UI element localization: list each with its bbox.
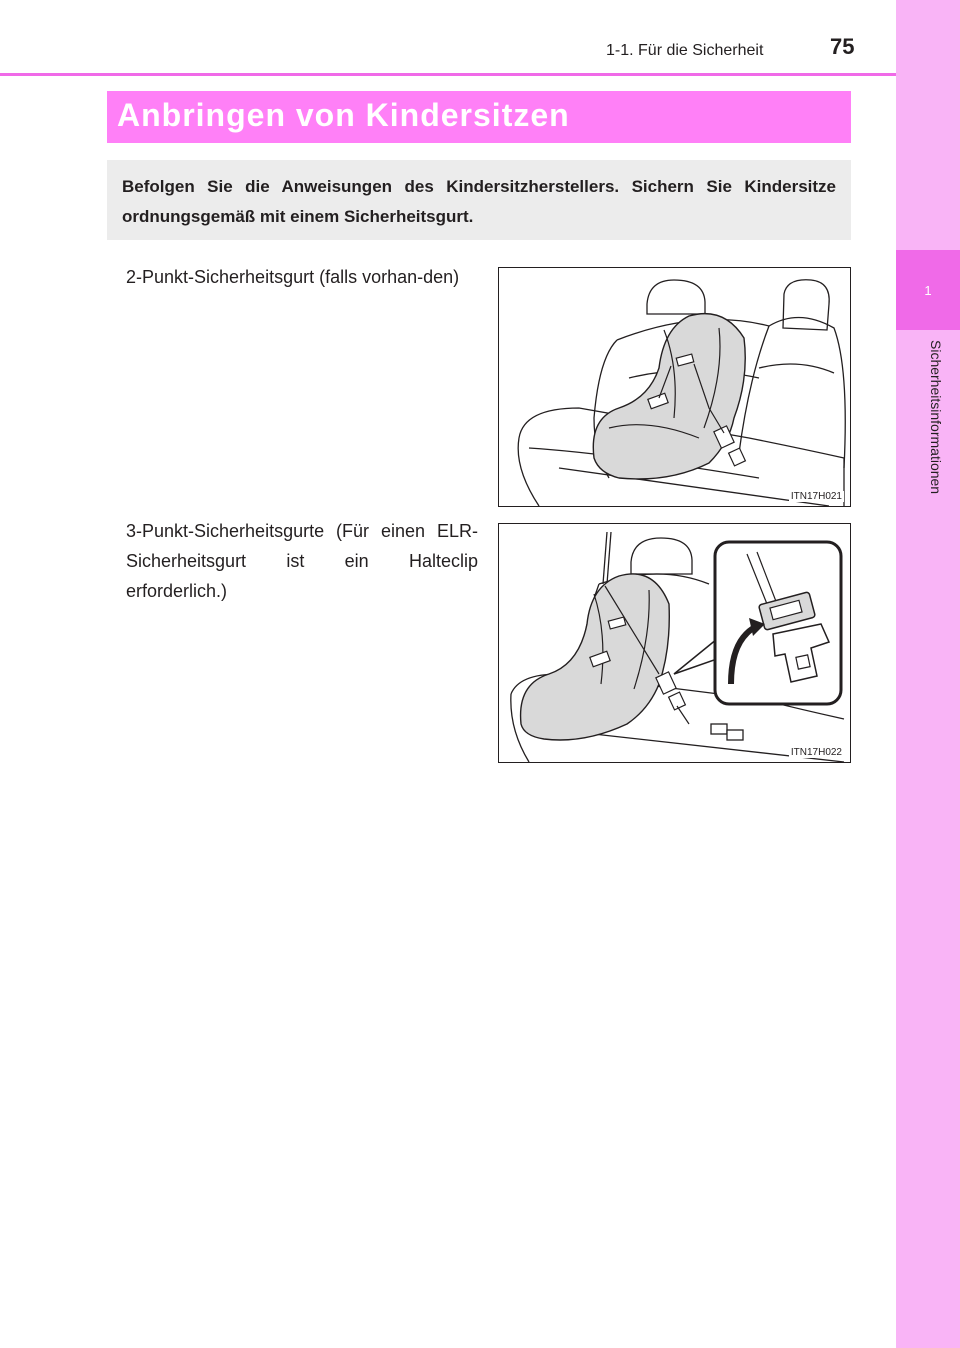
title-bar	[107, 91, 851, 143]
child-seat-illustration-2	[499, 524, 851, 763]
header-rule	[0, 73, 896, 76]
child-seat-illustration-1	[499, 268, 851, 507]
figure-two-point-belt	[498, 267, 851, 507]
page-number: 75	[830, 34, 855, 59]
item-text-two-point-belt: 2-Punkt-Sicherheitsgurt (falls vorhan-den)	[126, 267, 460, 287]
intro-box	[107, 160, 851, 240]
header-section-title: 1-1. Für die Sicherheit	[606, 42, 764, 59]
chapter-side-tab	[896, 0, 960, 1348]
figure-code: ITN17H021	[790, 491, 842, 502]
figure-three-point-belt	[498, 523, 851, 763]
figure-code: ITN17H022	[790, 747, 842, 758]
chapter-number: 1	[896, 250, 960, 330]
intro-text: Befolgen Sie die Anweisungen des Kindersitzherstellers. Sichern Sie Kindersitze ordnungsgemäß mit einem Sicherheitsgurt.	[122, 177, 836, 226]
page-title: Anbringen von Kindersitzen	[117, 97, 570, 133]
chapter-label: Sicherheitsinformationen	[928, 340, 944, 495]
item-text-three-point-belt: 3-Punkt-Sicherheitsgurte (Für einen ELR-Sicherheitsgurt ist ein Halteclip erforderlich.)	[126, 521, 478, 601]
